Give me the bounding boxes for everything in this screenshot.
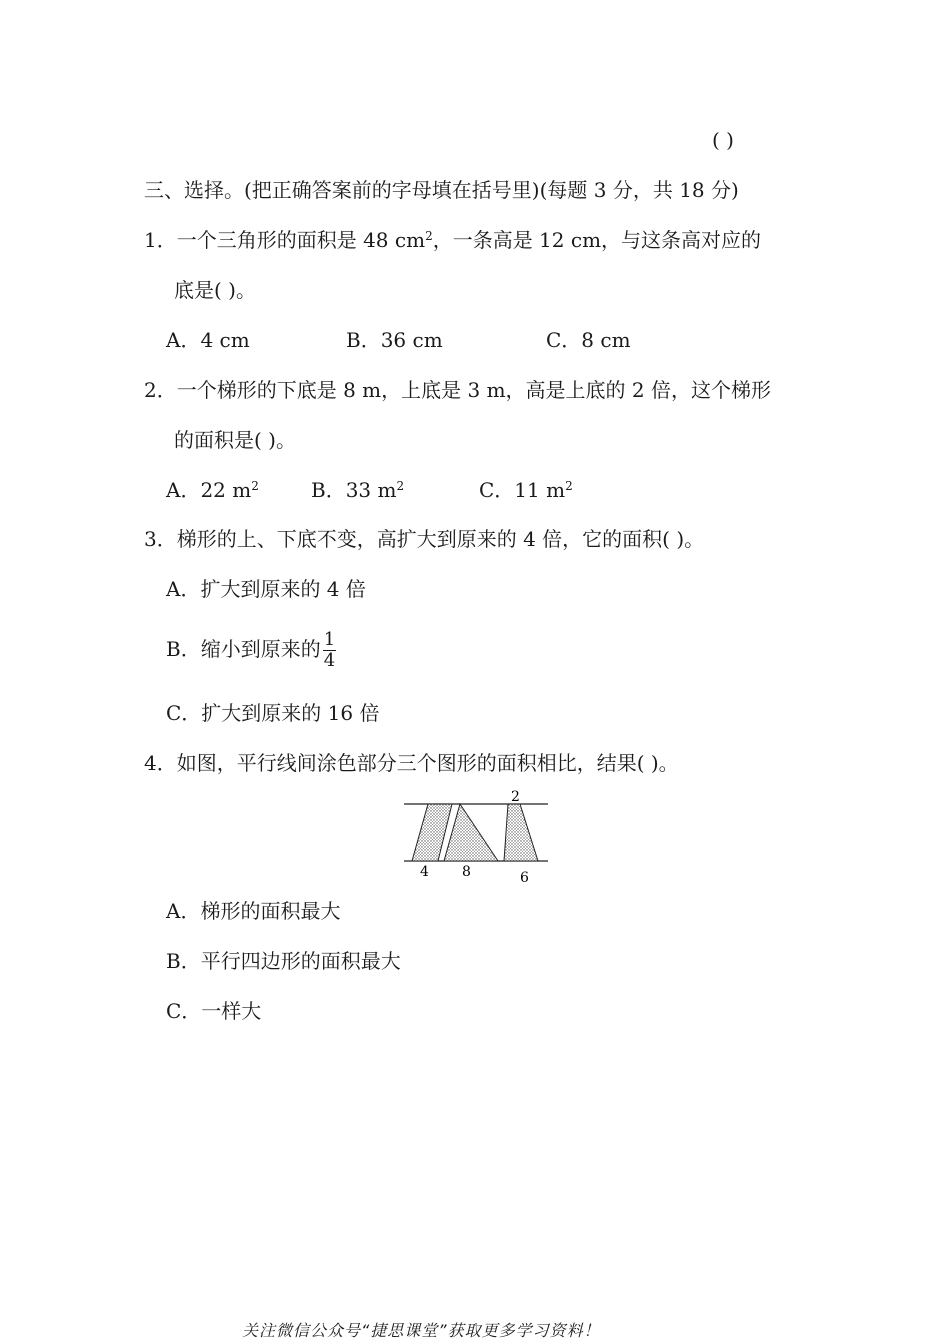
- section-heading: 三、选择。(把正确答案前的字母填在括号里)(每题 3 分，共 18 分): [144, 178, 739, 202]
- q3-line1: 3．梯形的上、下底不变，高扩大到原来的 4 倍，它的面积( )。: [144, 527, 705, 551]
- q3-option-b: [166, 630, 336, 671]
- q4-option-c: C．一样大: [166, 999, 262, 1023]
- q2-option-c-text: C．11 m: [479, 478, 566, 502]
- label-bottom-left: 4: [420, 864, 429, 880]
- figure-svg: [400, 786, 552, 886]
- triangle-shape: [444, 804, 498, 861]
- q1-option-a: A．4 cm: [166, 328, 250, 352]
- q2-option-a-sup: 2: [251, 479, 259, 493]
- q2-option-b: [311, 477, 404, 503]
- answer-bracket: ( ): [712, 128, 734, 152]
- q2-option-b-text: B．33 m: [311, 478, 397, 502]
- label-bottom-right: 6: [520, 870, 529, 886]
- q1-line2: 底是( )。: [174, 278, 256, 302]
- q2-option-c: [479, 477, 573, 503]
- q1-line1-b: ，一条高是 12 cm，与这条高对应的: [432, 228, 762, 252]
- label-top: 2: [511, 789, 520, 805]
- q4-line1: 4．如图，平行线间涂色部分三个图形的面积相比，结果( )。: [144, 751, 679, 775]
- q1-line1: [144, 227, 761, 253]
- q1-line1-a: 1．一个三角形的面积是 48 cm: [144, 228, 426, 252]
- q1-option-b: B．36 cm: [346, 328, 443, 352]
- trapezoid-shape: [504, 804, 538, 861]
- q4-option-b: B．平行四边形的面积最大: [166, 949, 401, 973]
- fraction-numerator: 1: [323, 629, 336, 650]
- label-bottom-mid: 8: [462, 864, 471, 880]
- q2-option-c-sup: 2: [565, 479, 573, 493]
- q2-line2: 的面积是( )。: [174, 428, 296, 452]
- fraction-denominator: 4: [323, 650, 336, 671]
- q2-option-a-text: A．22 m: [166, 478, 252, 502]
- q3-option-c: C．扩大到原来的 16 倍: [166, 701, 380, 725]
- q3-option-a: A．扩大到原来的 4 倍: [166, 577, 366, 601]
- q3-option-b-text: B．缩小到原来的: [166, 637, 321, 661]
- q2-option-b-sup: 2: [396, 479, 405, 493]
- q4-option-a: A．梯形的面积最大: [166, 899, 341, 923]
- q2-option-a: [166, 477, 259, 503]
- q2-line1: 2．一个梯形的下底是 8 m，上底是 3 m，高是上底的 2 倍，这个梯形: [144, 378, 771, 402]
- q1-superscript: 2: [425, 229, 433, 243]
- q1-option-c: C．8 cm: [546, 328, 631, 352]
- footer-note: 关注微信公众号“捷思课堂”获取更多学习资料！: [242, 1321, 601, 1340]
- fraction: [323, 630, 336, 671]
- parallel-lines-figure: [400, 786, 552, 886]
